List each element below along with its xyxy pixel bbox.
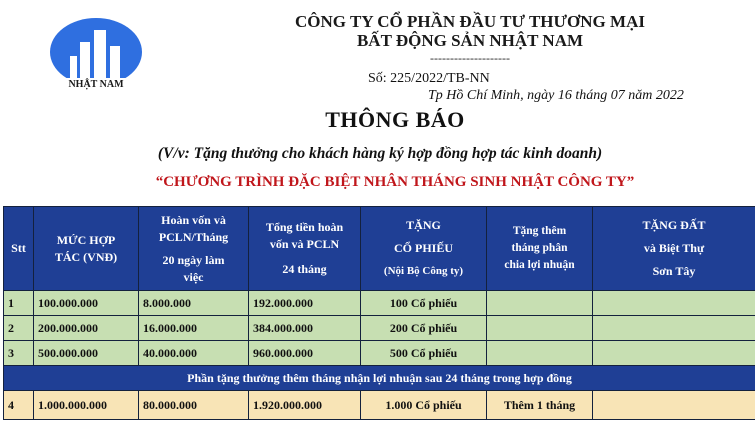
company-name-line2: BẤT ĐỘNG SẢN NHẬT NAM — [356, 31, 584, 50]
place-date: Tp Hồ Chí Minh, ngày 16 tháng 07 năm 2022 — [428, 88, 684, 103]
table-header-row — [4, 207, 755, 291]
cell-tang-dat — [593, 341, 755, 366]
cell-stt: 3 — [4, 341, 34, 366]
cell-tang-dat — [593, 291, 755, 316]
cell-tang-dat — [593, 391, 755, 420]
cell-muc-hop-tac: 500.000.000 — [34, 341, 139, 366]
cell-hoan-von: 80.000.000 — [139, 391, 249, 420]
cell-tong-tien: 960.000.000 — [249, 341, 361, 366]
cell-tang-them — [487, 316, 593, 341]
cell-stt: 1 — [4, 291, 34, 316]
cell-muc-hop-tac: 200.000.000 — [34, 316, 139, 341]
notice-subject: (V/v: Tặng thưởng cho khách hàng ký hợp đồng hợp tác kinh doanh) — [157, 145, 603, 162]
table-row — [4, 291, 755, 316]
table-row — [4, 391, 755, 420]
cell-co-phieu: 1.000 Cổ phiếu — [361, 391, 487, 420]
cell-muc-hop-tac: 100.000.000 — [34, 291, 139, 316]
company-name — [250, 12, 690, 50]
col-header-co-phieu: TẶNG CỔ PHIẾU (Nội Bộ Công ty) — [361, 207, 487, 291]
document-number: Số: 225/2022/TB-NN — [368, 71, 490, 86]
reward-table — [3, 206, 755, 420]
cell-stt: 4 — [4, 391, 34, 420]
cell-co-phieu: 200 Cổ phiếu — [361, 316, 487, 341]
notice-title: THÔNG BÁO — [325, 107, 465, 132]
cell-tong-tien: 1.920.000.000 — [249, 391, 361, 420]
table-row — [4, 341, 755, 366]
table-row — [4, 316, 755, 341]
col-header-stt: Stt — [4, 207, 34, 291]
col-header-tong-tien: Tổng tiền hoàn vốn và PCLN 24 tháng — [249, 207, 361, 291]
cell-hoan-von: 8.000.000 — [139, 291, 249, 316]
section-band-row — [4, 366, 755, 391]
section-band-text: Phần tặng thưởng thêm tháng nhận lợi nhuận sau 24 tháng trong hợp đồng — [4, 366, 755, 391]
cell-muc-hop-tac: 1.000.000.000 — [34, 391, 139, 420]
header-divider: -------------------- — [430, 51, 510, 65]
col-header-muc-hop-tac: MỨC HỢP TÁC (VNĐ) — [34, 207, 139, 291]
cell-tang-them — [487, 291, 593, 316]
cell-tong-tien: 384.000.000 — [249, 316, 361, 341]
col-header-tang-them: Tặng thêm tháng phân chia lợi nhuận — [487, 207, 593, 291]
cell-stt: 2 — [4, 316, 34, 341]
cell-hoan-von: 16.000.000 — [139, 316, 249, 341]
logo-caption: NHẬT NAM — [68, 79, 124, 90]
cell-co-phieu: 100 Cổ phiếu — [361, 291, 487, 316]
col-header-hoan-von: Hoàn vốn và PCLN/Tháng 20 ngày làm việc — [139, 207, 249, 291]
cell-tong-tien: 192.000.000 — [249, 291, 361, 316]
cell-tang-them — [487, 341, 593, 366]
cell-hoan-von: 40.000.000 — [139, 341, 249, 366]
cell-tang-dat — [593, 316, 755, 341]
col-header-tang-dat: TẶNG ĐẤT và Biệt Thự Sơn Tây — [593, 207, 755, 291]
program-title: “CHƯƠNG TRÌNH ĐẶC BIỆT NHÂN THÁNG SINH NHẬT CÔNG TY” — [155, 174, 635, 190]
company-name-line1: CÔNG TY CỔ PHẦN ĐẦU TƯ THƯƠNG MẠI — [295, 12, 645, 31]
cell-co-phieu: 500 Cổ phiếu — [361, 341, 487, 366]
cell-tang-them: Thêm 1 tháng — [487, 391, 593, 420]
